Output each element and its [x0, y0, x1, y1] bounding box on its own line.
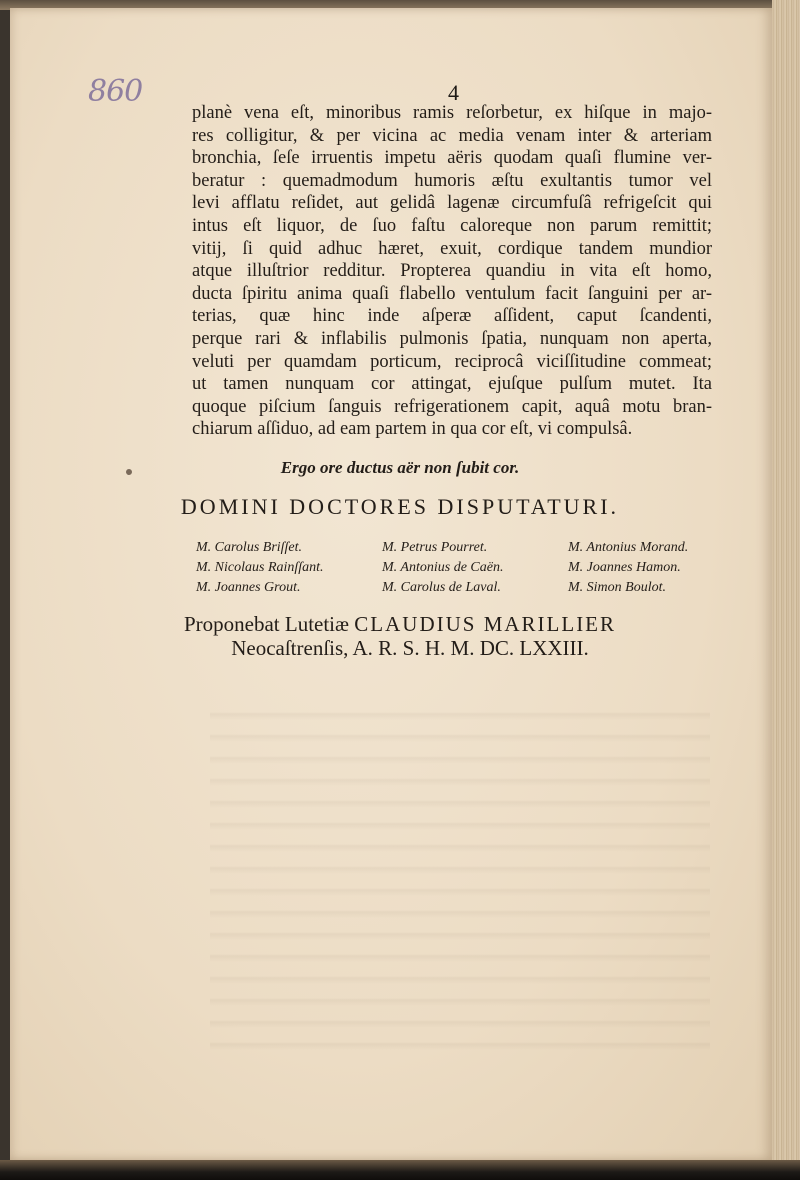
body-paragraph: [192, 102, 712, 441]
text-line: intus eſt liquor, de ſuo faſtu caloreque non parum remittit;: [192, 215, 712, 236]
doctor-name: M. Carolus de Laval.: [382, 580, 501, 595]
text-line: terias, quæ hinc inde aſperæ aſſident, caput ſcandenti,: [192, 306, 712, 327]
text-line: veluti per quamdam porticum, reciprocâ viciſſitudine commeat;: [192, 351, 712, 372]
proponent-origin-date: Neocaſtrenſis, A. R. S. H. M. DC. LXXIII.: [231, 636, 589, 660]
text-line: quoque piſcium ſanguis refrigerationem capit, aquâ motu bran-: [192, 396, 712, 417]
conclusion-statement: Ergo ore ductus aër non ſubit cor.: [280, 458, 520, 477]
text-line: bronchia, ſeſe irruentis impetu aëris quodam quaſi flumine ver-: [192, 148, 712, 169]
doctor-name: M. Joannes Grout.: [196, 580, 301, 595]
doctor-name: M. Carolus Briſſet.: [196, 540, 303, 555]
handwritten-folio-number: 860: [88, 74, 143, 109]
doctors-list: [196, 538, 726, 597]
proponent-prefix: Proponebat Lutetiæ: [183, 612, 350, 636]
doctor-name: M. Antonius Morand.: [568, 540, 689, 555]
text-line: res colligitur, & per vicina ac media venam inter & arteriam: [192, 125, 712, 146]
book-fore-edge: [772, 0, 800, 1180]
text-line: chiarum aſſiduo, ad eam partem in qua cor eſt, vi compulsâ.: [192, 419, 633, 440]
proponent-name: CLAUDIUS MARILLIER: [354, 612, 617, 636]
doctor-name: M. Petrus Pourret.: [382, 540, 488, 555]
text-line: vitij, ſi quid adhuc hæret, exuit, cordique tandem mundior: [192, 238, 712, 259]
text-line: beratur : quemadmodum humoris æſtu exultantis tumor vel: [192, 170, 712, 191]
proponent-statement: [0, 612, 800, 660]
text-line: ducta ſpiritu anima quaſi flabello ventulum facit ſanguini per ar-: [192, 283, 712, 304]
page-number: 4: [448, 80, 459, 105]
doctor-name: M. Antonius de Caën.: [382, 560, 504, 575]
book-bottom-edge: [0, 1160, 800, 1180]
show-through-text: [210, 698, 710, 1058]
doctor-name: M. Joannes Hamon.: [568, 560, 681, 575]
text-line: perque rari & inflabilis pulmonis ſpatia, nunquam non aperta,: [192, 328, 712, 349]
doctors-heading: DOMINI DOCTORES DISPUTATURI.: [180, 494, 620, 519]
doctor-name: M. Simon Boulot.: [568, 580, 666, 595]
text-line: atque illuſtrior redditur. Propterea quandiu in vita eſt homo,: [192, 261, 712, 282]
text-line: levi afflatu reſidet, aut gelidâ lagenæ circumfuſâ refrigeſcit qui: [192, 193, 712, 214]
text-line: ut tamen nunquam cor attingat, ejuſque pulſum mutet. Ita: [192, 374, 712, 395]
text-line: planè vena eſt, minoribus ramis reſorbetur, ex hiſque in majo-: [192, 103, 712, 123]
doctor-name: M. Nicolaus Rainſſant.: [196, 560, 324, 575]
